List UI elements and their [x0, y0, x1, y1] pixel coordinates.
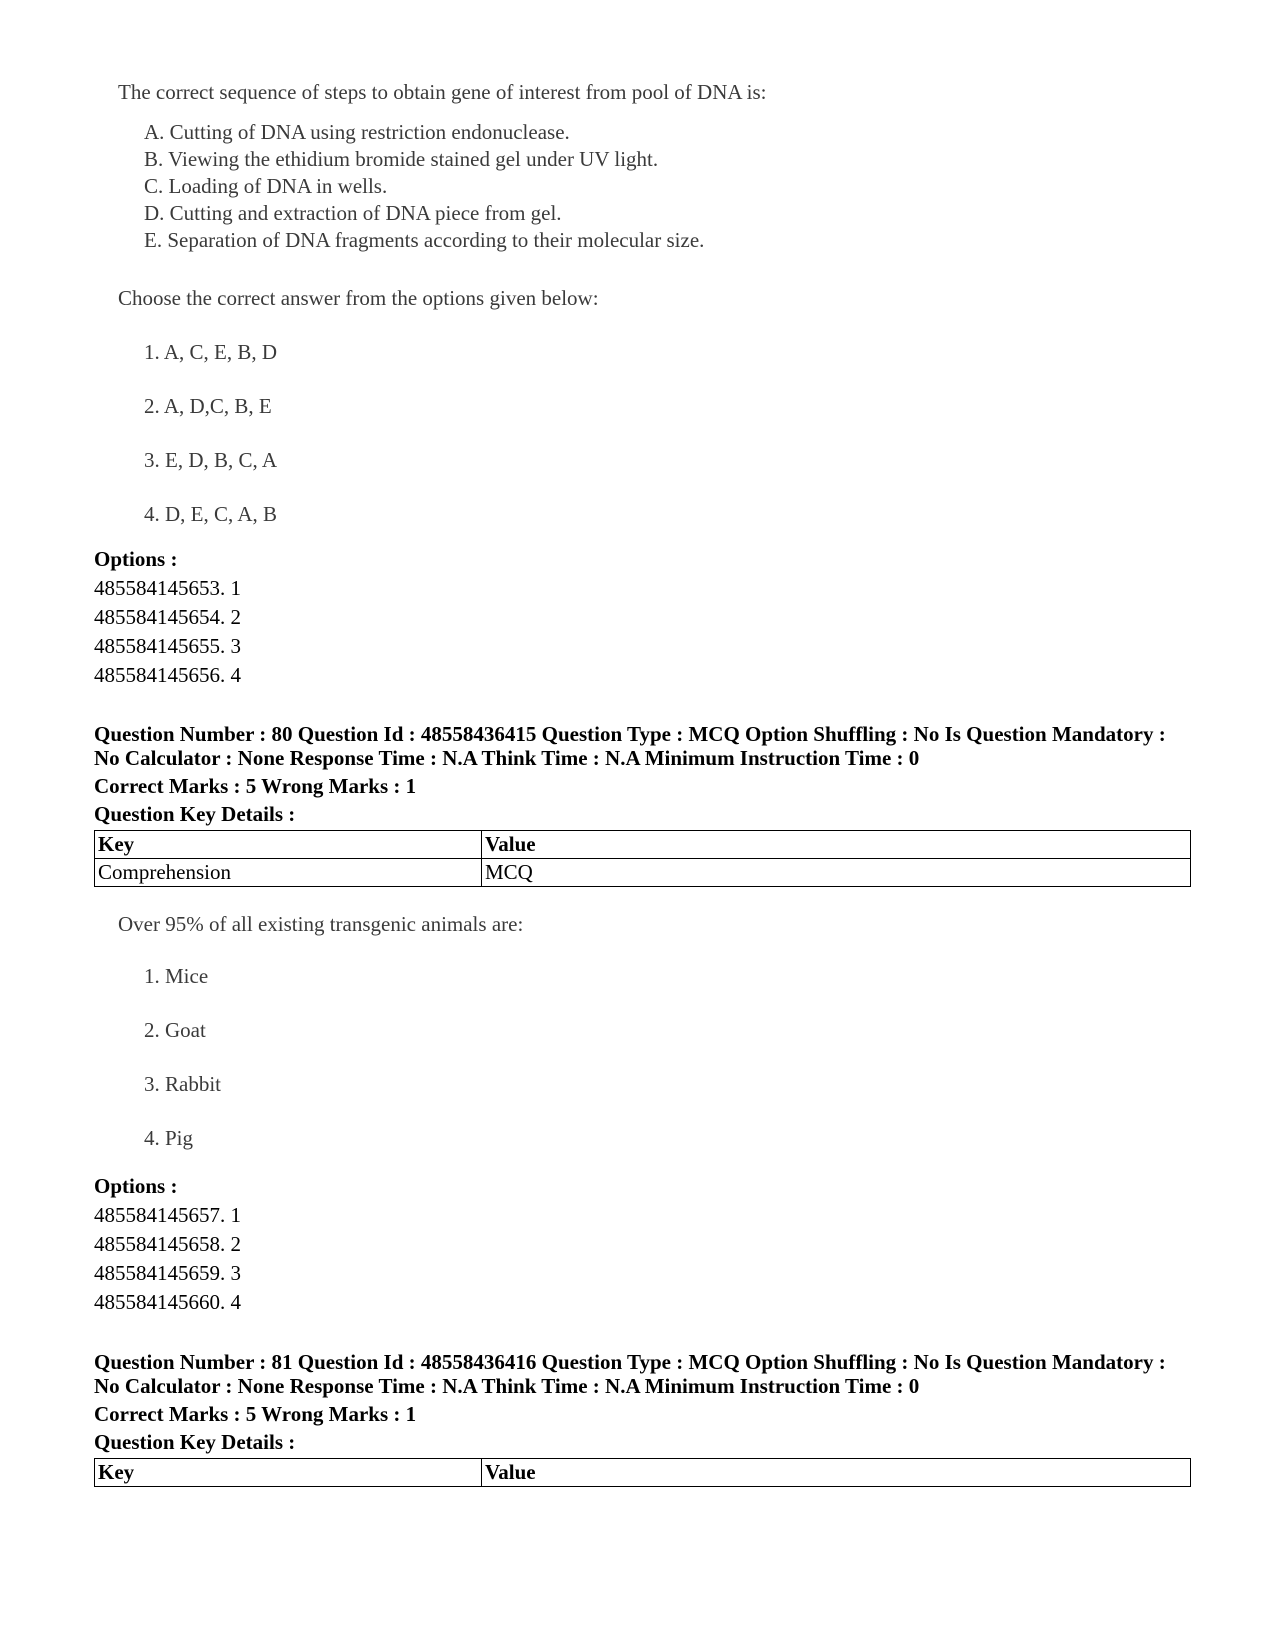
marks-line: Correct Marks : 5 Wrong Marks : 1 — [94, 774, 417, 798]
question-79-ask: Choose the correct answer from the options given below: — [118, 286, 599, 310]
question-79-steps — [144, 119, 766, 254]
table-header-row — [95, 831, 1191, 859]
cell-value: MCQ — [482, 859, 1191, 887]
key-details-title: Question Key Details : — [94, 1430, 296, 1454]
step-item: E. Separation of DNA fragments according to their molecular size. — [144, 228, 705, 252]
cell-key: Comprehension — [95, 859, 482, 887]
option-item: 485584145656. 4 — [94, 663, 241, 687]
question-79-image — [118, 80, 766, 254]
question-80-key-table — [94, 830, 1191, 887]
option-item: 485584145659. 3 — [94, 1261, 241, 1285]
choice-item: 4. D, E, C, A, B — [144, 502, 278, 526]
question-79-choices — [118, 325, 277, 541]
option-item: 485584145653. 1 — [94, 576, 241, 600]
header-key: Key — [95, 1459, 482, 1487]
question-79-choices-block — [118, 325, 277, 541]
option-item: 485584145655. 3 — [94, 634, 241, 658]
choice-item: 3. E, D, B, C, A — [144, 448, 278, 472]
table-header-row — [95, 1459, 1191, 1487]
choice-item: 2. Goat — [144, 1018, 206, 1042]
options-title: Options : — [94, 547, 178, 571]
question-79-ask-block — [118, 286, 599, 311]
choice-item: 2. A, D,C, B, E — [144, 394, 272, 418]
table-row — [95, 859, 1191, 887]
choice-item: 4. Pig — [144, 1126, 194, 1150]
option-item: 485584145658. 2 — [94, 1232, 241, 1256]
step-item: A. Cutting of DNA using restriction endonuclease. — [144, 120, 570, 144]
meta-line: No Calculator : None Response Time : N.A Think Time : N.A Minimum Instruction Time : 0 — [94, 1374, 920, 1398]
question-79-stem: The correct sequence of steps to obtain gene of interest from pool of DNA is: — [118, 80, 767, 104]
option-item: 485584145660. 4 — [94, 1290, 241, 1314]
option-item: 485584145654. 2 — [94, 605, 241, 629]
question-80-choices — [118, 949, 523, 1165]
meta-line: No Calculator : None Response Time : N.A Think Time : N.A Minimum Instruction Time : 0 — [94, 746, 920, 770]
marks-line: Correct Marks : 5 Wrong Marks : 1 — [94, 1402, 417, 1426]
choice-item: 3. Rabbit — [144, 1072, 221, 1096]
meta-line: Question Number : 81 Question Id : 48558436416 Question Type : MCQ Option Shuffling : No Is Question Mandatory : — [94, 1350, 1166, 1374]
meta-line: Question Number : 80 Question Id : 48558436415 Question Type : MCQ Option Shuffling : No Is Question Mandatory : — [94, 722, 1166, 746]
question-80-stem: Over 95% of all existing transgenic animals are: — [118, 912, 524, 936]
option-item: 485584145657. 1 — [94, 1203, 241, 1227]
question-80-options — [94, 1201, 241, 1317]
header-value: Value — [482, 831, 1191, 859]
key-details-title: Question Key Details : — [94, 802, 296, 826]
header-value: Value — [482, 1459, 1191, 1487]
question-81-meta — [94, 1350, 1194, 1454]
header-key: Key — [95, 831, 482, 859]
step-item: B. Viewing the ethidium bromide stained gel under UV light. — [144, 147, 659, 171]
step-item: C. Loading of DNA in wells. — [144, 174, 388, 198]
step-item: D. Cutting and extraction of DNA piece from gel. — [144, 201, 562, 225]
question-80-image — [118, 912, 523, 1165]
question-79-options — [94, 574, 241, 690]
question-80-meta — [94, 722, 1194, 826]
options-title: Options : — [94, 1174, 178, 1198]
choice-item: 1. A, C, E, B, D — [144, 340, 278, 364]
choice-item: 1. Mice — [144, 964, 209, 988]
question-81-key-table — [94, 1458, 1191, 1487]
